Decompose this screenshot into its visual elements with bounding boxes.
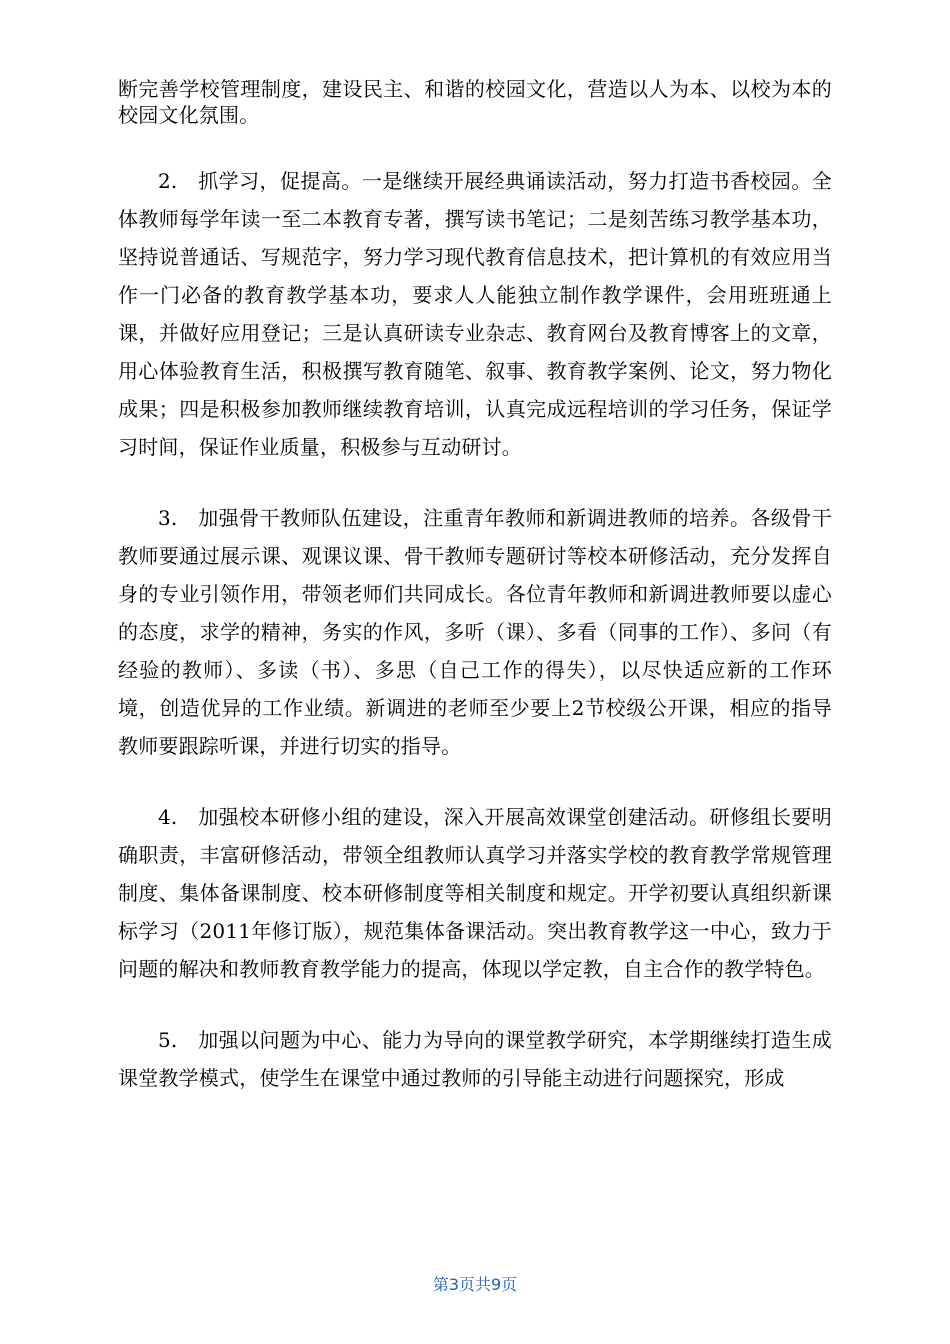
paragraph-item-3: 3. 加强骨干教师队伍建设，注重青年教师和新调进教师的培养。各级骨干教师要通过展示课、观课议课、骨干教师专题研讨等校本研修活动，充分发挥自身的专业引领作用，带领老师们共同成长。各位青年教师和新调进教师要以虚心的态度，求学的精神，务实的作风，多听（课）、多看（同事的工作）、多问（有经验的教师）、多读（书）、多思（自己工作的得失），以尽快适应新的工作环境，创造优异的工作业绩。新调进的老师至少要上2节校级公开课，相应的指导教师要跟踪听课，并进行切实的指导。	[118, 506, 832, 758]
paragraph-spacer	[118, 128, 832, 162]
paragraph-item-4: 4. 加强校本研修小组的建设，深入开展高效课堂创建活动。研修组长要明确职责，丰富研修活动，带领全组教师认真学习并落实学校的教育教学常规管理制度、集体备课制度、校本研修制度等相关制度和规定。开学初要认真组织新课标学习（2011年修订版），规范集体备课活动。突出教育教学这一中心，致力于问题的解决和教师教育教学能力的提高，体现以学定教，自主合作的教学特色。	[118, 805, 832, 981]
page-number-footer: 第3页共9页	[432, 1275, 518, 1294]
paragraph-spacer	[118, 765, 832, 798]
document-body	[118, 72, 832, 1097]
paragraph-item-5: 5. 加强以问题为中心、能力为导向的课堂教学研究，本学期继续打造生成课堂教学模式，使学生在课堂中通过教师的引导能主动进行问题探究，形成	[118, 1028, 832, 1090]
paragraph-spacer	[118, 988, 832, 1021]
paragraph-item-2: 2. 抓学习，促提高。一是继续开展经典诵读活动，努力打造书香校园。全体教师每学年读一至二本教育专著，撰写读书笔记；二是刻苦练习教学基本功，坚持说普通话、写规范字，努力学习现代教育信息技术，把计算机的有效应用当作一门必备的教育教学基本功，要求人人能独立制作教学课件，会用班班通上课，并做好应用登记；三是认真研读专业杂志、教育网台及教育博客上的文章，用心体验教育生活，积极撰写教育随笔、叙事、教育教学案例、论文，努力物化成果；四是积极参加教师继续教育培训，认真完成远程培训的学习任务，保证学习时间，保证作业质量，积极参与互动研讨。	[118, 169, 832, 459]
paragraph-spacer	[118, 466, 832, 499]
paragraph-continuation: 断完善学校管理制度，建设民主、和谐的校园文化，营造以人为本、以校为本的校园文化氛围。	[118, 77, 832, 127]
